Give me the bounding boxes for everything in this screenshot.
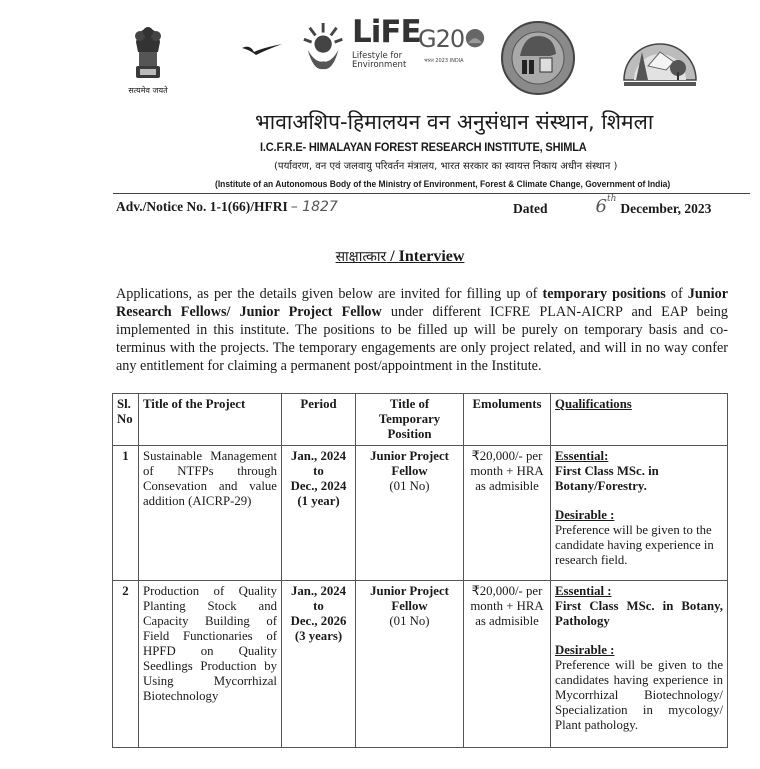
institute-english-title: I.C.F.R.E- HIMALAYAN FOREST RESEARCH INSTITUTE, SHIMLA xyxy=(260,140,587,154)
header-sl-no: Sl. No xyxy=(113,394,139,446)
life-logo-icon xyxy=(302,18,350,74)
intro-text-2: of xyxy=(665,286,688,302)
position-title: Junior Project Fellow xyxy=(370,449,449,478)
desirable-text: Preference will be given to the candidate having experience in research field. xyxy=(555,523,714,567)
period-from: Jan., 2024 xyxy=(290,584,347,598)
period-to: Dec., 2026 xyxy=(290,614,347,628)
header-period: Period xyxy=(282,394,356,446)
national-emblem-icon xyxy=(128,22,168,84)
notice-date xyxy=(513,194,753,218)
row-period xyxy=(282,581,356,748)
intro-paragraph xyxy=(116,285,728,375)
row-project-title: Production of Quality Planting Stock and Capacity Building of Field Functionaries of HPFD on Quality Seedlings Production by Using Mycorrhizal Biotechnology xyxy=(139,581,282,748)
notice-number-label: Adv./Notice No. 1-1(66)/HFRI xyxy=(116,199,288,214)
hfri-logo-icon xyxy=(620,26,700,88)
notice-number-handwritten: – 1827 xyxy=(290,199,338,215)
period-duration: (1 year) xyxy=(297,494,340,508)
institute-english-subtitle: (Institute of an Autonomous Body of the Ministry of Environment, Forest & Climate Change, Government of India) xyxy=(215,179,671,189)
table-row xyxy=(113,446,728,581)
header-position: Title of Temporary Position xyxy=(356,394,464,446)
desirable-label: Desirable : xyxy=(555,643,615,657)
position-count: (01 No) xyxy=(389,614,430,628)
intro-text-3: under different ICFRE PLAN-AICRP and EAP being implemented in this institute. The positions to be filled up will be purely on temporary basis and co-terminus with the projects. The temporary engagements are only project related, and will in no way confer any entitlement for claiming a permanent post/appointment in the Institute. xyxy=(116,304,728,374)
table-header-row xyxy=(113,394,728,446)
row-emoluments: ₹20,000/- per month + HRA as admisible xyxy=(464,446,551,581)
g20-logo-subtitle: भारत 2023 INDIA xyxy=(424,58,464,64)
header-qualifications-text: Qualifications xyxy=(555,397,632,411)
institute-hindi-subtitle: (पर्यावरण, वन एवं जलवायु परिवर्तन मंत्रालय, भारत सरकार का स्वायत्त निकाय अधीन संस्थान ) xyxy=(274,161,618,172)
desirable-label: Desirable : xyxy=(555,508,615,522)
intro-bold-1: temporary positions xyxy=(542,286,666,302)
row-project-title: Sustainable Management of NTFPs through Consevation and value addition (AICRP-29) xyxy=(139,446,282,581)
positions-table xyxy=(112,393,728,748)
row-sl-no: 2 xyxy=(113,581,139,748)
g20-logo xyxy=(418,24,485,54)
position-title: Junior Project Fellow xyxy=(370,584,449,613)
header-qualifications xyxy=(551,394,728,446)
header-project-title: Title of the Project xyxy=(139,394,282,446)
date-day-suffix: th xyxy=(606,194,617,204)
position-count: (01 No) xyxy=(389,479,430,493)
g20-lotus-icon xyxy=(465,28,485,50)
page-heading xyxy=(0,247,760,267)
life-subtitle-line2: Environment xyxy=(352,60,407,70)
g20-logo-title: G20 xyxy=(418,25,465,53)
life-logo-title: LiFE xyxy=(352,14,421,50)
row-period xyxy=(282,446,356,581)
period-to-word: to xyxy=(313,599,324,613)
intro-text-1: Applications, as per the details given below are invited for filling up of xyxy=(116,286,543,302)
date-month-year: December, 2023 xyxy=(620,201,712,216)
row-qualifications xyxy=(551,446,728,581)
period-from: Jan., 2024 xyxy=(290,449,347,463)
heading-english: Interview xyxy=(398,248,465,265)
essential-text: First Class MSc. in Botany/Forestry. xyxy=(555,464,659,493)
header-emoluments: Emoluments xyxy=(464,394,551,446)
row-emoluments: ₹20,000/- per month + HRA as admisible xyxy=(464,581,551,748)
desirable-text: Preference will be given to the candidates having experience in Mycorrhizal Biotechnology/ Specialization in mycology/ Plant pathology. xyxy=(555,658,723,732)
bird-logo-icon xyxy=(240,40,284,56)
heading-hindi: साक्षात्कार xyxy=(335,249,387,265)
row-position xyxy=(356,446,464,581)
heading-separator: / xyxy=(386,248,399,265)
institute-hindi-title: भावाअशिप-हिमालयन वन अनुसंधान संस्थान, शिमला xyxy=(255,110,654,134)
life-logo-subtitle xyxy=(352,52,406,70)
life-subtitle-line1: Lifestyle for xyxy=(352,51,403,61)
essential-label: Essential : xyxy=(555,584,612,598)
row-sl-no: 1 xyxy=(113,446,139,581)
period-duration: (3 years) xyxy=(294,629,343,643)
emblem-caption: सत्यमेव जयते xyxy=(128,86,168,95)
row-position xyxy=(356,581,464,748)
period-to-word: to xyxy=(313,464,324,478)
notice-number xyxy=(116,198,496,216)
icfre-seal-icon xyxy=(500,20,576,96)
essential-label: Essential: xyxy=(555,449,609,463)
row-qualifications xyxy=(551,581,728,748)
dated-label: Dated xyxy=(513,201,548,216)
period-to: Dec., 2024 xyxy=(290,479,347,493)
intro-bold-2: Junior Research Fellows/ Junior Project Fellow xyxy=(116,286,728,320)
date-day-handwritten: 6 xyxy=(595,196,607,217)
essential-text: First Class MSc. in Botany, Pathology xyxy=(555,599,723,628)
table-row xyxy=(113,581,728,748)
